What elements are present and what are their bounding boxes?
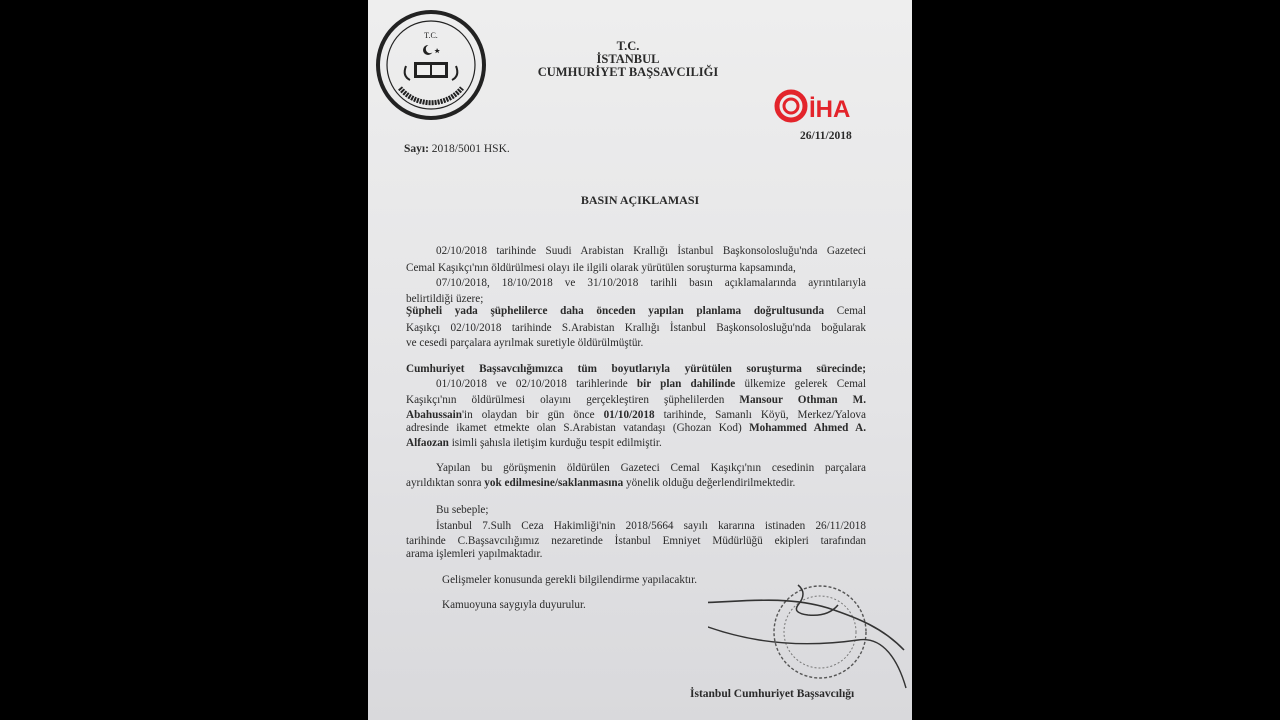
prosecutor-seal-icon: [376, 10, 486, 120]
document-title: BASIN AÇIKLAMASI: [580, 193, 700, 207]
body-text-segment: ve cesedi parçalara ayrılmak suretiyle öldürülmüştür.: [406, 337, 644, 349]
body-text-segment: isimli şahısla iletişim kurduğu tespit edilmiştir.: [448, 437, 662, 449]
body-text-segment: yönelik olduğu değerlendirilmektedir.: [623, 477, 796, 489]
body-text-segment: yok edilmesine/saklanmasına: [484, 477, 624, 489]
body-text-segment: 07/10/2018, 18/10/2018 ve 31/10/2018 tarihli basın açıklamalarında ayrıntılarıyla: [436, 277, 866, 289]
body-line: [406, 476, 866, 490]
body-text-segment: Mansour Othman M.: [739, 394, 867, 406]
document-page: [368, 0, 912, 720]
document-date: 26/11/2018: [800, 130, 852, 142]
body-text-segment: ayrıldıktan sonra: [406, 477, 485, 489]
body-line: [406, 436, 866, 450]
body-text-segment: Abahussain: [406, 409, 462, 421]
reference-value: 2018/5001 HSK.: [431, 143, 510, 155]
body-text-segment: 01/10/2018 ve 02/10/2018 tarihlerinde: [436, 378, 637, 390]
body-text-segment: Gelişmeler konusunda gerekli bilgilendirme yapılacaktır.: [442, 574, 698, 586]
body-text-segment: Cumhuriyet Başsavcılığımızca tüm boyutlarıyla yürütülen soruşturma sürecinde;: [406, 363, 866, 375]
body-text-segment: Kaşıkçı 02/10/2018 tarihinde S.Arabistan Krallığı İstanbul Başkonsolosluğu'nda boğularak: [406, 322, 866, 334]
body-text-segment: Yapılan bu görüşmenin öldürülen Gazeteci Cemal Kaşıkçı'nın cesedinin parçalara: [436, 462, 866, 474]
body-line: [406, 393, 866, 407]
body-text-segment: tarihinde, Samanlı Köyü, Merkez/Yalova: [654, 409, 866, 421]
header-tc: T.C.: [616, 39, 640, 53]
body-line: [406, 336, 866, 350]
body-text-segment: Mohammed Ahmed A.: [749, 422, 867, 434]
body-line: [406, 421, 866, 435]
body-line: [406, 244, 866, 258]
signature-stamp-icon: [708, 580, 908, 690]
body-text-segment: Cemal: [824, 305, 866, 317]
body-line: [406, 461, 866, 475]
body-text-segment: Kaşıkçı'nın öldürülmesi olayını gerçekleştiren şüphelilerden: [406, 394, 740, 406]
body-text-segment: tarihinde C.Başsavcılığımız nezaretinde İstanbul Emniyet Müdürlüğü ekipleri tarafından: [406, 535, 866, 547]
body-text-segment: ülkemize gelerek Cemal: [735, 378, 867, 390]
body-text-segment: adresinde ikamet etmekte olan S.Arabistan vatandaşı (Ghozan Kod): [406, 422, 750, 434]
body-line: [406, 547, 866, 561]
body-text-segment: Alfaozan: [406, 437, 449, 449]
signature-institution: İstanbul Cumhuriyet Başsavcılığı: [690, 688, 855, 700]
iha-logo-icon: [773, 86, 873, 126]
body-text-segment: belirtildiği üzere;: [406, 293, 484, 305]
header-city: İSTANBUL: [596, 52, 660, 66]
seal-top-text: T.C.: [424, 31, 438, 40]
body-text-segment: bir plan dahilinde: [636, 378, 736, 390]
body-text-segment: Kamuoyuna saygıyla duyurulur.: [442, 599, 586, 611]
body-text-segment: İstanbul 7.Sulh Ceza Hakimliği'nin 2018/5664 sayılı kararına istinaden 26/11/2018: [436, 520, 866, 532]
body-line: [406, 276, 866, 290]
body-text-segment: 02/10/2018 tarihinde Suudi Arabistan Krallığı İstanbul Başkonsolosluğu'nda Gazeteci: [436, 245, 866, 257]
body-line: [406, 534, 866, 548]
body-line: [406, 503, 866, 517]
body-text-segment: 01/10/2018: [603, 409, 655, 421]
body-text-segment: Bu sebeple;: [436, 504, 489, 516]
body-line: [406, 304, 866, 318]
body-line: [406, 362, 866, 376]
body-line: [406, 261, 866, 275]
body-text-segment: 'in olaydan bir gün önce: [461, 409, 604, 421]
body-line: [406, 377, 866, 391]
body-line: [406, 321, 866, 335]
reference-label: Sayı:: [404, 143, 429, 155]
body-text-segment: Cemal Kaşıkçı'nın öldürülmesi olayı ile ilgili olarak yürütülen soruşturma kapsamında,: [406, 262, 796, 274]
body-line: [406, 408, 866, 422]
body-line: [406, 519, 866, 533]
body-text-segment: arama işlemleri yapılmaktadır.: [406, 548, 543, 560]
header-institution: CUMHURİYET BAŞSAVCILIĞI: [537, 65, 719, 79]
iha-logo-text: İHA: [809, 96, 851, 123]
reference-number: [404, 143, 510, 155]
institution-header: [518, 40, 738, 79]
body-text-segment: Şüpheli yada şüphelilerce daha önceden yapılan planlama doğrultusunda: [406, 305, 825, 317]
